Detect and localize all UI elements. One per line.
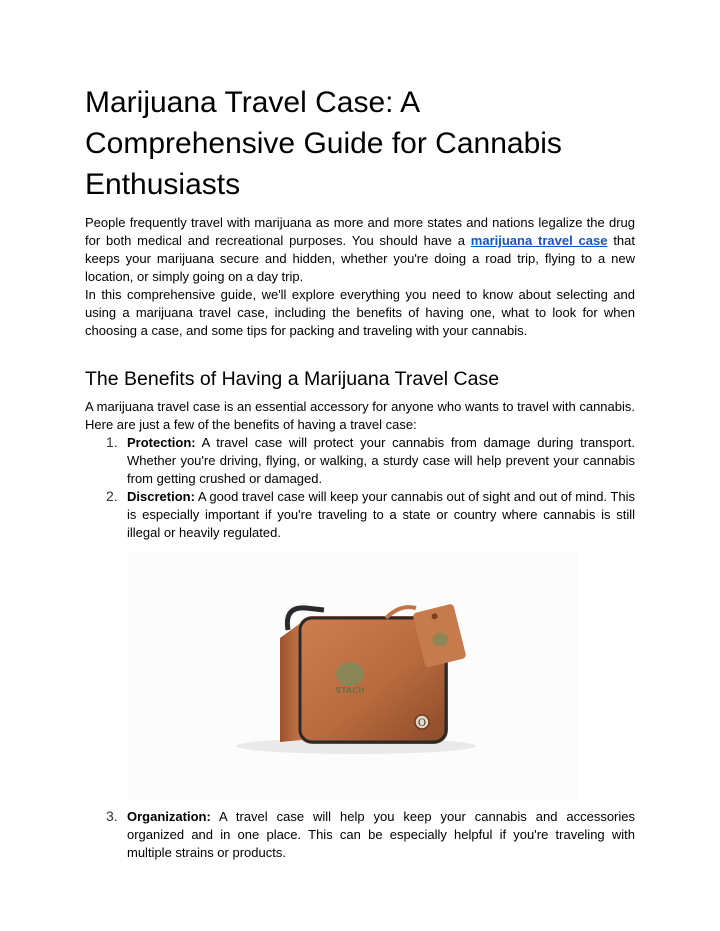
list-item — [85, 434, 635, 488]
logo-text: STACH — [335, 686, 365, 695]
list-item-text: A travel case will protect your cannabis from damage during transport. Whether you're driving, flying, or walking, a sturdy case will help prevent your cannabis from getting crushed or damaged. — [127, 435, 635, 486]
document-page — [85, 82, 635, 862]
benefits-list-continued — [85, 808, 635, 862]
list-item-label: Organization: — [127, 809, 211, 824]
list-item — [85, 488, 635, 542]
guide-paragraph: In this comprehensive guide, we'll explore everything you need to know about selecting and using a marijuana travel case, including the benefits of having one, what to look for when choosing a case, and some tips for packing and traveling with your cannabis. — [85, 287, 635, 338]
list-item-text: A travel case will help you keep your cannabis and accessories organized and in one place. This can be especially helpful if you're traveling with multiple strains or products. — [127, 809, 635, 860]
logo-icon — [336, 662, 364, 686]
list-item-text: A good travel case will keep your cannabis out of sight and out of mind. This is especially important if you're traveling to a state or country where cannabis is still illegal or heavily regulated. — [127, 489, 635, 540]
travel-case-image — [128, 552, 578, 799]
marijuana-travel-case-link[interactable]: marijuana travel case — [470, 233, 608, 248]
list-number: 3. — [106, 808, 118, 824]
section-heading-benefits: The Benefits of Having a Marijuana Travel Case — [85, 368, 500, 390]
list-number: 2. — [106, 488, 118, 504]
list-item-label: Protection: — [127, 435, 196, 450]
intro-text-end: that keeps your marijuana secure and hidden, whether you're doing a road trip, flying to a new location, or simply going on a day trip. — [85, 233, 636, 284]
page-title: Marijuana Travel Case: A Comprehensive Guide for Cannabis Enthusiasts — [85, 86, 562, 201]
travel-case-illustration — [128, 552, 578, 799]
list-number: 1. — [106, 434, 118, 450]
benefits-list — [85, 434, 635, 542]
benefits-lead: A marijuana travel case is an essential accessory for anyone who wants to travel with cannabis. Here are just a few of the benefits of having a travel case: — [85, 399, 635, 432]
zip-pull-letter: O — [417, 718, 427, 729]
intro-text-start: People frequently travel with marijuana as more and more states and nations legalize the drug for both medical and recreational purposes. You should have a — [85, 215, 635, 248]
intro-paragraph — [85, 214, 635, 286]
list-item — [85, 808, 635, 862]
list-item-label: Discretion: — [127, 489, 195, 504]
